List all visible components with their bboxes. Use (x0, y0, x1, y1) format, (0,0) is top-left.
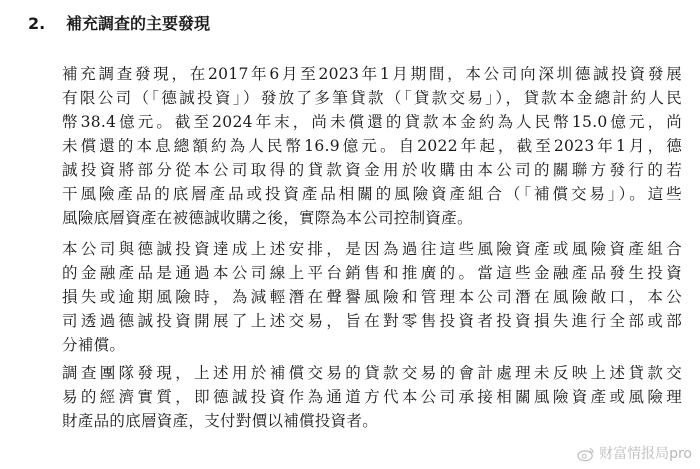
watermark (577, 445, 692, 463)
weibo-icon (577, 446, 595, 462)
watermark-text: 财富情报局pro (599, 446, 692, 462)
paragraph-line: 調查團隊發現，上述用於補償交易的貸款交易的會計處理未反映上述貸款交 (62, 364, 682, 382)
paragraph-line: 損失或逾期風險時，為減輕潛在聲譽風險和管理本公司潛在風險敞口，本公 (62, 288, 682, 306)
paragraph-line: 分補償。 (62, 336, 126, 354)
paragraph-line: 司透過德誠投資開展了上述交易，旨在對零售投資者投資損失進行全部或部 (62, 312, 682, 330)
section-title: 補充調查的主要發現 (66, 14, 211, 33)
paragraph-3 (62, 361, 682, 433)
paragraph-line: 未償還的本息總額約為人民幣16.9億元。自2022年起，截至2023年1月，德 (62, 137, 682, 155)
paragraph-line: 本公司與德誠投資達成上述安排，是因為過往這些風險資產或風險資產組合 (62, 240, 682, 258)
paragraph-line: 誠投資將部分從本公司取得的貸款資金用於收購由本公司的關聯方發行的若 (62, 161, 682, 179)
paragraph-2 (62, 237, 682, 357)
paragraph-line: 的金融產品是通過本公司線上平台銷售和推廣的。當這些金融產品發生投資 (62, 264, 682, 282)
section-number: 2. (28, 14, 46, 33)
paragraph-line: 風險底層資產在被德誠收購之後，實際為本公司控制資產。 (62, 209, 473, 227)
paragraph-line: 財產品的底層資產，支付對價以補償投資者。 (62, 412, 379, 430)
paragraph-line: 幣38.4億元。截至2024年末，尚未償還的貸款本金約為人民幣15.0億元，尚 (62, 113, 682, 131)
paragraph-1 (62, 62, 682, 230)
paragraph-line: 有限公司（「德誠投資」）發放了多筆貸款（「貸款交易」），貸款本金總計約人民 (62, 89, 682, 107)
paragraph-line: 易的經濟實質，即德誠投資作為通道方代本公司承接相關風險資產或風險理 (62, 388, 682, 406)
paragraph-line: 補充調查發現，在2017年6月至2023年1月期間，本公司向深圳德誠投資發展 (62, 65, 682, 83)
paragraph-line: 干風險產品的底層產品或投資產品相關的風險資產組合（「補償交易」）。這些 (62, 185, 682, 203)
